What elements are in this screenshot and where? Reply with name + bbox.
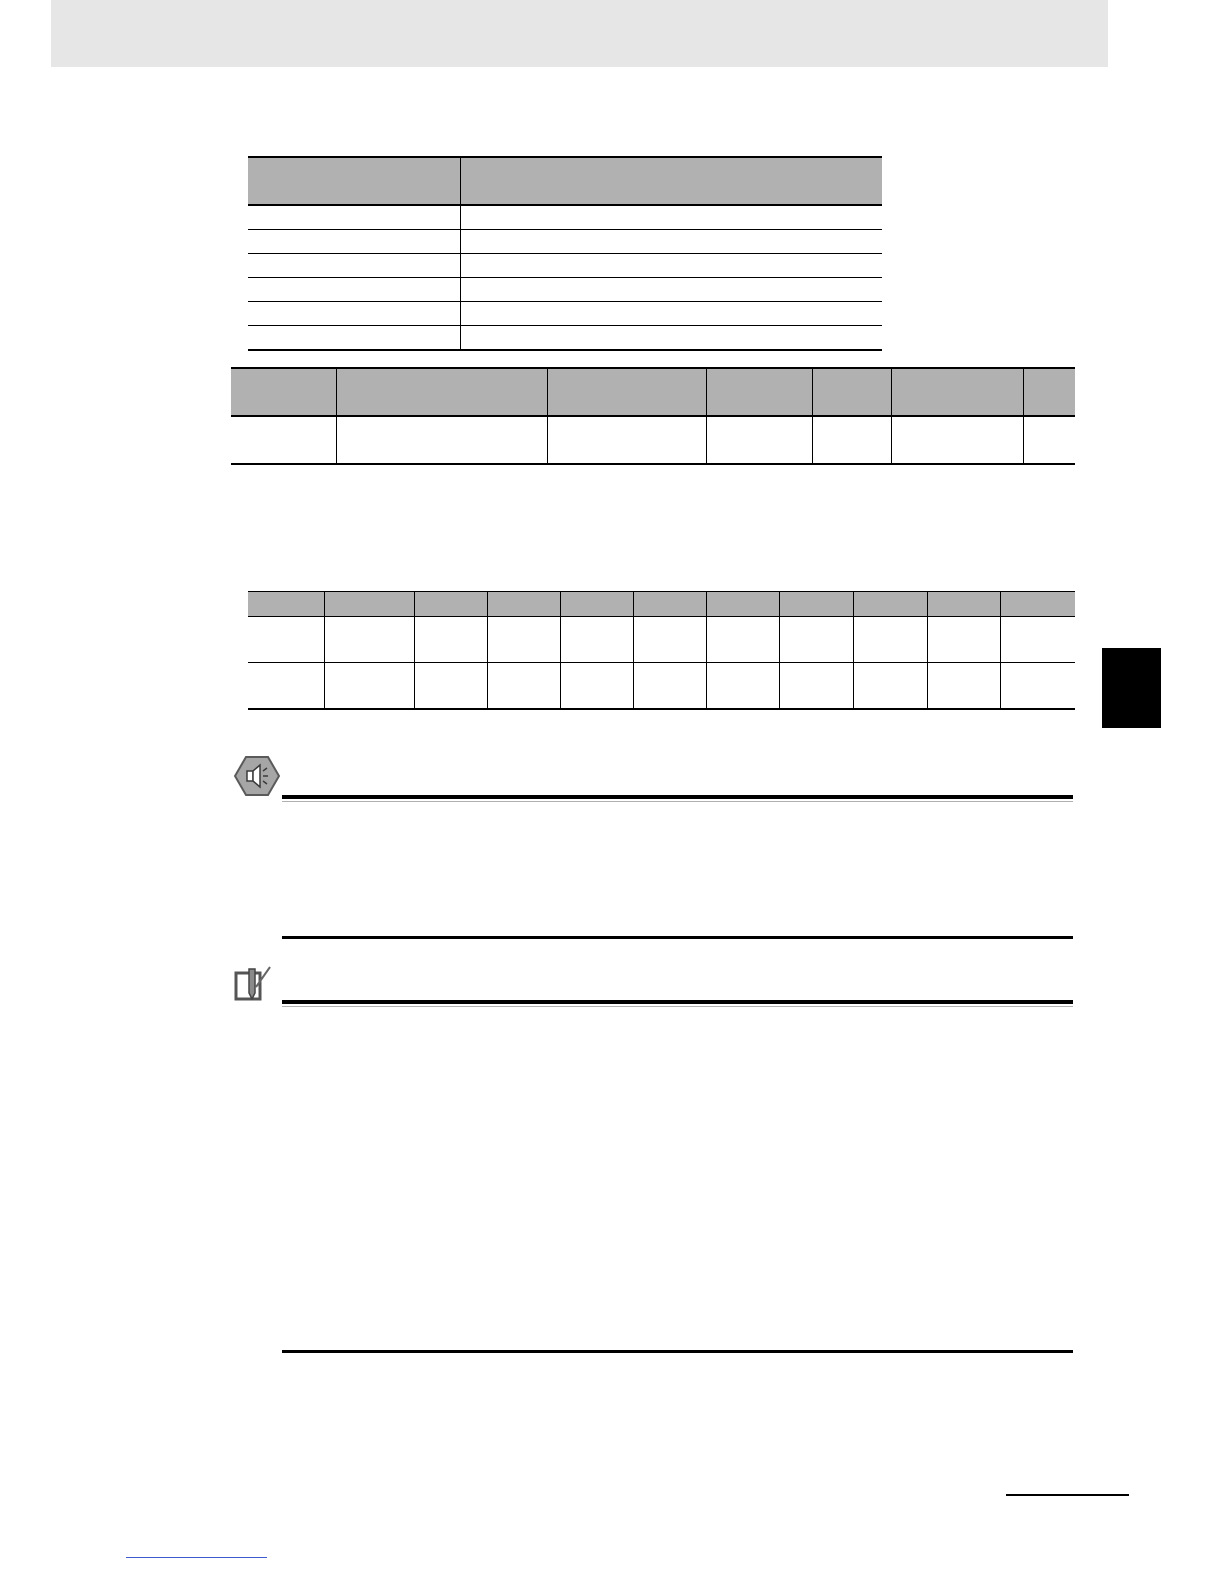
table-cell bbox=[324, 617, 414, 663]
table-header-cell bbox=[547, 368, 706, 416]
table-cell bbox=[853, 663, 927, 710]
table-cell bbox=[706, 617, 779, 663]
table-cell bbox=[248, 254, 460, 278]
table-header-row bbox=[248, 592, 1075, 617]
table-cell bbox=[812, 416, 891, 464]
section-top-rule-thin bbox=[282, 801, 1073, 802]
pencil-check-icon bbox=[234, 963, 272, 1003]
table-row bbox=[231, 416, 1075, 464]
table-header-cell bbox=[853, 592, 927, 617]
table-cell bbox=[487, 617, 560, 663]
table-cell bbox=[248, 278, 460, 302]
table-header-row bbox=[231, 368, 1075, 416]
table-row bbox=[248, 617, 1075, 663]
table-header-cell bbox=[1023, 368, 1075, 416]
table-header-cell bbox=[414, 592, 487, 617]
table-cell bbox=[460, 254, 882, 278]
table-row bbox=[248, 302, 882, 326]
table-cell bbox=[460, 205, 882, 230]
table-cell bbox=[633, 663, 706, 710]
page-number-rule bbox=[1006, 1494, 1129, 1496]
table-cell bbox=[248, 302, 460, 326]
section-bottom-rule bbox=[282, 936, 1073, 939]
table-cell bbox=[248, 617, 324, 663]
table-cell bbox=[336, 416, 547, 464]
table-row bbox=[248, 254, 882, 278]
table-header-cell bbox=[927, 592, 1000, 617]
table-cell bbox=[560, 617, 633, 663]
section-top-rule-thin bbox=[282, 1006, 1073, 1007]
table-row bbox=[248, 278, 882, 302]
table-header-cell bbox=[248, 157, 460, 205]
table-cell bbox=[487, 663, 560, 710]
table-header-cell bbox=[706, 592, 779, 617]
table-header-cell bbox=[460, 157, 882, 205]
table-cell bbox=[706, 663, 779, 710]
section-top-rule bbox=[282, 795, 1073, 799]
data-table-3 bbox=[248, 591, 1075, 710]
table-cell bbox=[248, 230, 460, 254]
table-header-cell bbox=[812, 368, 891, 416]
table-cell bbox=[927, 617, 1000, 663]
table-cell bbox=[706, 416, 812, 464]
table-cell bbox=[460, 278, 882, 302]
chapter-side-tab bbox=[1102, 648, 1161, 728]
table-header-cell bbox=[487, 592, 560, 617]
table-header-cell bbox=[324, 592, 414, 617]
table-row bbox=[248, 205, 882, 230]
table-row bbox=[248, 230, 882, 254]
section-bottom-rule bbox=[282, 1350, 1073, 1353]
table-header-cell bbox=[1000, 592, 1075, 617]
table-cell bbox=[460, 302, 882, 326]
table-cell bbox=[324, 663, 414, 710]
parameter-table-2 bbox=[231, 367, 1075, 465]
table-cell bbox=[248, 205, 460, 230]
table-header-cell bbox=[231, 368, 336, 416]
table-cell bbox=[414, 617, 487, 663]
table-cell bbox=[231, 416, 336, 464]
table-cell bbox=[547, 416, 706, 464]
table-row bbox=[248, 663, 1075, 710]
table-header-cell bbox=[336, 368, 547, 416]
speaker-caution-icon bbox=[234, 755, 280, 797]
table-cell bbox=[1000, 617, 1075, 663]
footer-link[interactable] bbox=[126, 1557, 267, 1558]
table-header-cell bbox=[706, 368, 812, 416]
table-header-cell bbox=[560, 592, 633, 617]
table-cell bbox=[1000, 663, 1075, 710]
table-cell bbox=[1023, 416, 1075, 464]
table-header-cell bbox=[248, 592, 324, 617]
section-top-rule bbox=[282, 1000, 1073, 1004]
table-cell bbox=[853, 617, 927, 663]
parameter-table-1 bbox=[248, 156, 882, 351]
table-cell bbox=[560, 663, 633, 710]
table-cell bbox=[460, 230, 882, 254]
table-header-cell bbox=[633, 592, 706, 617]
table-cell bbox=[414, 663, 487, 710]
table-cell bbox=[460, 326, 882, 351]
table-header-cell bbox=[779, 592, 853, 617]
table-cell bbox=[248, 326, 460, 351]
table-cell bbox=[633, 617, 706, 663]
table-header-cell bbox=[891, 368, 1023, 416]
table-cell bbox=[779, 617, 853, 663]
table-cell bbox=[927, 663, 1000, 710]
table-cell bbox=[248, 663, 324, 710]
table-cell bbox=[779, 663, 853, 710]
header-band bbox=[51, 0, 1108, 67]
table-row bbox=[248, 326, 882, 351]
table-header-row bbox=[248, 157, 882, 205]
table-cell bbox=[891, 416, 1023, 464]
